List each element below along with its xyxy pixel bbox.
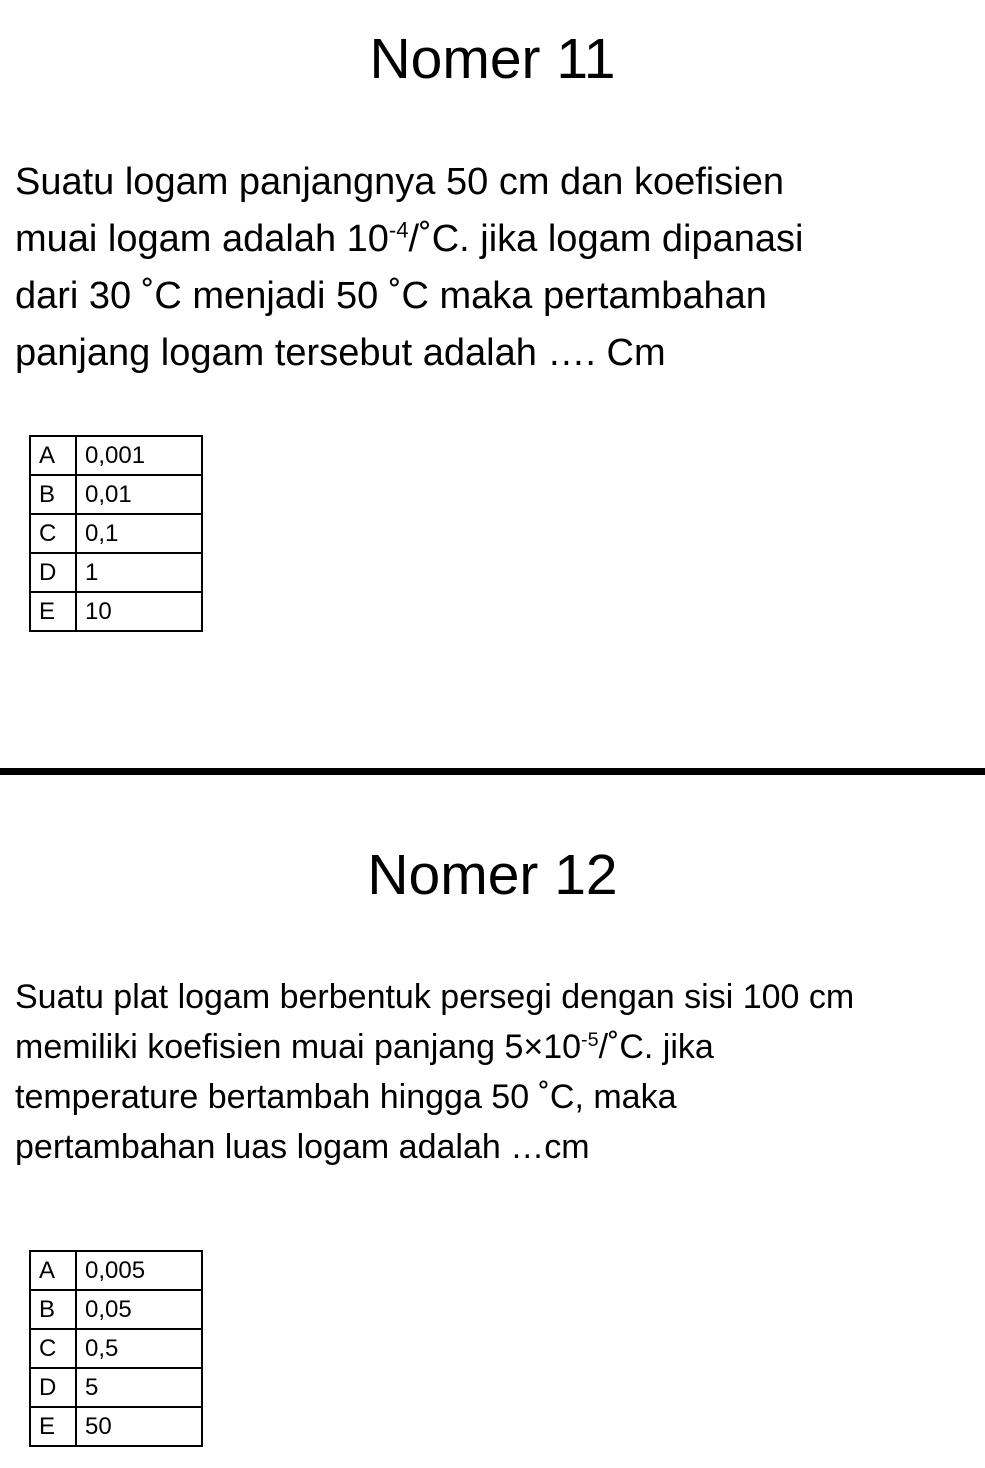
option-value: 0,01 [76,475,202,514]
question-11-line-4: panjang logam tersebut adalah …. Cm [15,332,666,374]
question-11-text [15,154,803,382]
question-12-line-4: pertambahan luas logam adalah …cm [15,1128,590,1166]
question-11-line-1: Suatu logam panjangnya 50 cm dan koefisien [15,161,784,203]
option-letter: D [30,1368,76,1407]
question-12-options-table [29,1250,203,1447]
question-12-line-1: Suatu plat logam berbentuk persegi dengan sisi 100 cm [15,978,855,1016]
option-row-a[interactable] [30,1251,202,1290]
option-row-c[interactable] [30,514,202,553]
option-row-b[interactable] [30,475,202,514]
question-11-line-3: dari 30 ˚C menjadi 50 ˚C maka pertambahan [15,275,767,317]
option-letter: B [30,1290,76,1329]
question-11-line-2-post: /˚C. jika logam dipanasi [408,218,804,260]
slide-divider [0,768,985,775]
question-12-exponent: -5 [581,1028,599,1051]
question-11-title: Nomer 11 [369,27,616,91]
question-12-text [15,972,854,1172]
option-value: 5 [76,1368,202,1407]
question-11-exponent: -4 [388,217,409,243]
option-letter: E [30,592,76,631]
option-value: 0,005 [76,1251,202,1290]
option-row-a[interactable] [30,436,202,475]
question-11-line-2-pre: muai logam adalah 10 [15,218,389,260]
question-11-options-table [29,435,203,632]
question-12-line-2-post: /˚C. jika [598,1028,714,1066]
option-letter: A [30,1251,76,1290]
option-letter: E [30,1407,76,1446]
option-value: 0,05 [76,1290,202,1329]
option-value: 1 [76,553,202,592]
option-row-b[interactable] [30,1290,202,1329]
option-value: 0,1 [76,514,202,553]
option-row-e[interactable] [30,1407,202,1446]
slide-question-12 [0,775,985,1468]
option-letter: A [30,436,76,475]
option-letter: C [30,514,76,553]
option-value: 0,5 [76,1329,202,1368]
question-12-title: Nomer 12 [367,843,618,907]
question-12-line-2-pre: memiliki koefisien muai panjang 5×10 [15,1028,582,1066]
option-letter: C [30,1329,76,1368]
option-row-c[interactable] [30,1329,202,1368]
option-letter: D [30,553,76,592]
option-letter: B [30,475,76,514]
option-value: 10 [76,592,202,631]
question-12-line-3: temperature bertambah hingga 50 ˚C, maka [15,1078,677,1116]
option-value: 0,001 [76,436,202,475]
option-value: 50 [76,1407,202,1446]
option-row-d[interactable] [30,553,202,592]
option-row-d[interactable] [30,1368,202,1407]
option-row-e[interactable] [30,592,202,631]
